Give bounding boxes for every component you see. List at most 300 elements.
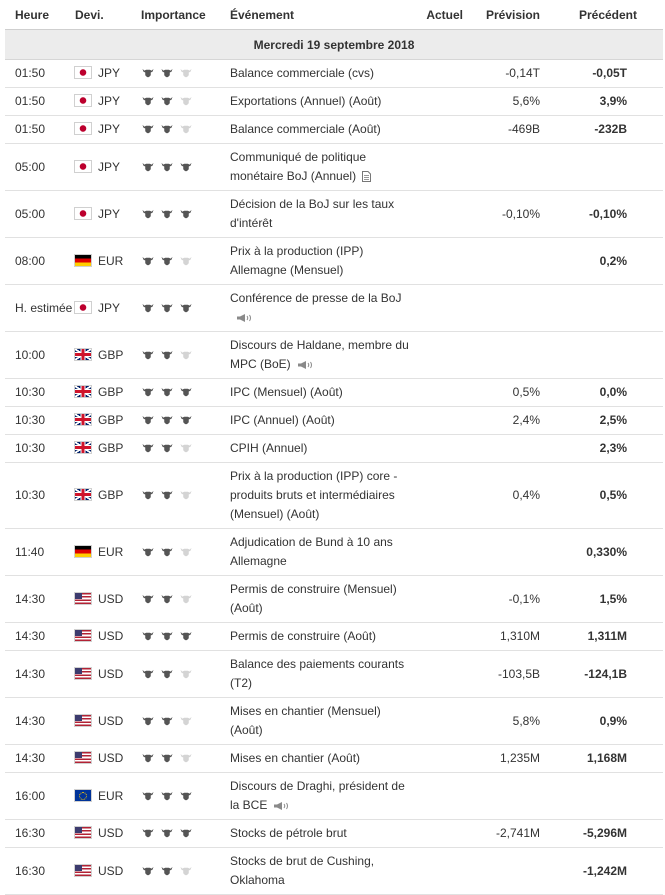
col-previous-header[interactable]: Précédent bbox=[568, 0, 663, 30]
event-forecast: -103,5B bbox=[471, 651, 568, 698]
currency-code: USD bbox=[98, 629, 124, 643]
importance-bull-icon bbox=[160, 790, 174, 801]
event-forecast: 0,5% bbox=[471, 379, 568, 407]
event-title[interactable]: Conférence de presse de la BoJ bbox=[230, 291, 402, 305]
event-currency bbox=[75, 576, 141, 623]
event-title-cell[interactable] bbox=[230, 848, 411, 895]
importance-bull-icon bbox=[141, 414, 155, 425]
event-row[interactable] bbox=[5, 435, 663, 463]
col-actual-header[interactable]: Actuel bbox=[411, 0, 471, 30]
flag-gb-icon bbox=[75, 489, 91, 500]
event-title[interactable]: Permis de construire (Mensuel) (Août) bbox=[230, 582, 397, 615]
event-row[interactable] bbox=[5, 144, 663, 191]
event-previous: 0,0% bbox=[568, 379, 663, 407]
event-title-cell[interactable] bbox=[230, 745, 411, 773]
event-previous bbox=[568, 285, 663, 332]
event-forecast: 5,8% bbox=[471, 698, 568, 745]
event-title[interactable]: Communiqué de politique monétaire BoJ (Annuel) bbox=[230, 150, 367, 183]
currency-code: EUR bbox=[98, 788, 124, 803]
event-title[interactable]: Prix à la production (IPP) Allemagne (Mensuel) bbox=[230, 244, 364, 277]
event-title-cell[interactable] bbox=[230, 463, 411, 529]
event-row[interactable] bbox=[5, 773, 663, 820]
event-forecast bbox=[471, 238, 568, 285]
event-title[interactable]: Décision de la BoJ sur les taux d'intérêt bbox=[230, 197, 395, 230]
event-importance bbox=[141, 623, 230, 651]
col-event-header[interactable]: Événement bbox=[230, 0, 411, 30]
speaker-icon[interactable] bbox=[273, 801, 291, 811]
event-time: 10:30 bbox=[5, 435, 75, 463]
currency-code: JPY bbox=[98, 300, 121, 315]
event-actual bbox=[411, 698, 471, 745]
event-row[interactable] bbox=[5, 285, 663, 332]
event-time: 16:30 bbox=[5, 848, 75, 895]
importance-bull-icon bbox=[179, 827, 193, 838]
importance-bull-icon bbox=[160, 752, 174, 763]
event-previous: 3,9% bbox=[568, 88, 663, 116]
event-row[interactable] bbox=[5, 379, 663, 407]
importance-bull-icon bbox=[179, 442, 193, 453]
event-time: 10:30 bbox=[5, 463, 75, 529]
event-title[interactable]: Adjudication de Bund à 10 ans Allemagne bbox=[230, 535, 393, 568]
event-actual bbox=[411, 848, 471, 895]
speaker-icon[interactable] bbox=[297, 360, 315, 370]
event-previous: 2,3% bbox=[568, 435, 663, 463]
event-title[interactable]: IPC (Mensuel) (Août) bbox=[230, 385, 343, 399]
event-importance bbox=[141, 60, 230, 88]
event-forecast: -2,741M bbox=[471, 820, 568, 848]
event-importance bbox=[141, 435, 230, 463]
event-importance bbox=[141, 88, 230, 116]
event-importance bbox=[141, 191, 230, 238]
event-previous: 0,2% bbox=[568, 238, 663, 285]
importance-bull-icon bbox=[179, 302, 193, 313]
event-row[interactable] bbox=[5, 651, 663, 698]
event-importance bbox=[141, 144, 230, 191]
currency-code: USD bbox=[98, 591, 124, 606]
event-forecast: 0,4% bbox=[471, 463, 568, 529]
importance-bull-icon bbox=[141, 546, 155, 557]
event-actual bbox=[411, 529, 471, 576]
event-time: 05:00 bbox=[5, 144, 75, 191]
flag-gb-icon bbox=[75, 386, 91, 397]
event-row[interactable] bbox=[5, 848, 663, 895]
importance-bull-icon bbox=[141, 630, 155, 641]
importance-bull-icon bbox=[179, 790, 193, 801]
flag-us-icon bbox=[75, 865, 91, 876]
day-row bbox=[5, 30, 663, 60]
event-title-cell[interactable] bbox=[230, 379, 411, 407]
event-title-cell[interactable] bbox=[230, 435, 411, 463]
importance-bull-icon bbox=[179, 123, 193, 134]
importance-bull-icon bbox=[179, 752, 193, 763]
currency-code: USD bbox=[98, 713, 124, 728]
importance-bull-icon bbox=[141, 827, 155, 838]
importance-bull-icon bbox=[141, 593, 155, 604]
event-actual bbox=[411, 745, 471, 773]
calendar-table bbox=[5, 0, 663, 895]
importance-bull-icon bbox=[141, 67, 155, 78]
flag-gb-icon bbox=[75, 349, 91, 360]
event-title[interactable]: Stocks de brut de Cushing, Oklahoma bbox=[230, 854, 375, 887]
flag-de-icon bbox=[75, 255, 91, 266]
event-currency bbox=[75, 698, 141, 745]
event-forecast: 2,4% bbox=[471, 407, 568, 435]
importance-bull-icon bbox=[160, 349, 174, 360]
event-row[interactable] bbox=[5, 576, 663, 623]
importance-bull-icon bbox=[160, 489, 174, 500]
event-title[interactable]: CPIH (Annuel) bbox=[230, 441, 308, 455]
importance-bull-icon bbox=[141, 715, 155, 726]
flag-gb-icon bbox=[75, 414, 91, 425]
currency-code: USD bbox=[98, 863, 124, 878]
flag-us-icon bbox=[75, 630, 91, 641]
importance-bull-icon bbox=[179, 865, 193, 876]
event-actual bbox=[411, 88, 471, 116]
flag-jp-icon bbox=[75, 208, 91, 219]
flag-de-icon bbox=[75, 546, 91, 557]
event-importance bbox=[141, 529, 230, 576]
event-forecast: -0,14T bbox=[471, 60, 568, 88]
event-currency bbox=[75, 435, 141, 463]
event-forecast bbox=[471, 529, 568, 576]
currency-code: JPY bbox=[98, 94, 121, 108]
event-time: 14:30 bbox=[5, 745, 75, 773]
event-row[interactable] bbox=[5, 623, 663, 651]
importance-bull-icon bbox=[179, 95, 193, 106]
currency-code: JPY bbox=[98, 206, 121, 221]
importance-bull-icon bbox=[141, 489, 155, 500]
event-time: 10:30 bbox=[5, 379, 75, 407]
event-currency bbox=[75, 285, 141, 332]
event-title[interactable]: Balance des paiements courants (T2) bbox=[230, 657, 405, 690]
currency-code: JPY bbox=[98, 159, 121, 174]
event-time: 10:30 bbox=[5, 407, 75, 435]
event-previous: 0,330% bbox=[568, 529, 663, 576]
col-time-header[interactable]: Heure bbox=[5, 0, 75, 30]
event-importance bbox=[141, 576, 230, 623]
event-actual bbox=[411, 285, 471, 332]
event-actual bbox=[411, 116, 471, 144]
event-forecast: -0,1% bbox=[471, 576, 568, 623]
event-time: 08:00 bbox=[5, 238, 75, 285]
event-currency bbox=[75, 651, 141, 698]
importance-bull-icon bbox=[141, 255, 155, 266]
event-title-cell[interactable] bbox=[230, 576, 411, 623]
event-title[interactable]: Balance commerciale (cvs) bbox=[230, 66, 375, 80]
event-title[interactable]: Stocks de pétrole brut bbox=[230, 826, 347, 840]
event-previous: -232B bbox=[568, 116, 663, 144]
currency-code: USD bbox=[98, 826, 124, 840]
flag-jp-icon bbox=[75, 161, 91, 172]
importance-bull-icon bbox=[160, 827, 174, 838]
event-title-cell[interactable] bbox=[230, 773, 411, 820]
day-label: Mercredi 19 septembre 2018 bbox=[5, 30, 663, 60]
importance-bull-icon bbox=[160, 123, 174, 134]
event-forecast bbox=[471, 332, 568, 379]
event-row[interactable] bbox=[5, 820, 663, 848]
event-forecast bbox=[471, 285, 568, 332]
importance-bull-icon bbox=[141, 349, 155, 360]
event-forecast: -469B bbox=[471, 116, 568, 144]
flag-jp-icon bbox=[75, 123, 91, 134]
importance-bull-icon bbox=[160, 668, 174, 679]
event-time: 01:50 bbox=[5, 88, 75, 116]
importance-bull-icon bbox=[141, 752, 155, 763]
event-previous: 0,9% bbox=[568, 698, 663, 745]
flag-eu-icon bbox=[75, 790, 91, 801]
event-actual bbox=[411, 60, 471, 88]
currency-code: JPY bbox=[98, 122, 121, 136]
event-actual bbox=[411, 651, 471, 698]
event-title-cell[interactable] bbox=[230, 238, 411, 285]
flag-us-icon bbox=[75, 593, 91, 604]
event-previous bbox=[568, 332, 663, 379]
document-icon[interactable] bbox=[362, 171, 371, 182]
importance-bull-icon bbox=[160, 414, 174, 425]
event-time: 14:30 bbox=[5, 576, 75, 623]
event-previous: 2,5% bbox=[568, 407, 663, 435]
event-title-cell[interactable] bbox=[230, 332, 411, 379]
col-forecast-header[interactable]: Prévision bbox=[471, 0, 568, 30]
event-importance bbox=[141, 773, 230, 820]
importance-bull-icon bbox=[179, 414, 193, 425]
flag-jp-icon bbox=[75, 302, 91, 313]
event-forecast: -0,10% bbox=[471, 191, 568, 238]
event-row[interactable] bbox=[5, 463, 663, 529]
importance-bull-icon bbox=[141, 95, 155, 106]
importance-bull-icon bbox=[160, 865, 174, 876]
event-actual bbox=[411, 576, 471, 623]
event-importance bbox=[141, 848, 230, 895]
importance-bull-icon bbox=[179, 668, 193, 679]
event-title[interactable]: Mises en chantier (Mensuel) (Août) bbox=[230, 704, 381, 737]
importance-bull-icon bbox=[160, 161, 174, 172]
event-actual bbox=[411, 379, 471, 407]
event-previous: -124,1B bbox=[568, 651, 663, 698]
event-currency bbox=[75, 60, 141, 88]
event-row[interactable] bbox=[5, 745, 663, 773]
event-currency bbox=[75, 238, 141, 285]
event-previous: -0,05T bbox=[568, 60, 663, 88]
event-importance bbox=[141, 820, 230, 848]
event-title-cell[interactable] bbox=[230, 651, 411, 698]
event-currency bbox=[75, 623, 141, 651]
currency-code: GBP bbox=[98, 413, 124, 427]
event-title[interactable]: Mises en chantier (Août) bbox=[230, 751, 361, 765]
event-currency bbox=[75, 848, 141, 895]
importance-bull-icon bbox=[141, 386, 155, 397]
event-title-cell[interactable] bbox=[230, 144, 411, 191]
event-actual bbox=[411, 191, 471, 238]
event-forecast: 1,310M bbox=[471, 623, 568, 651]
flag-us-icon bbox=[75, 827, 91, 838]
event-time: H. estimée bbox=[5, 285, 75, 332]
event-importance bbox=[141, 116, 230, 144]
event-title-cell[interactable] bbox=[230, 116, 411, 144]
importance-bull-icon bbox=[141, 123, 155, 134]
event-actual bbox=[411, 332, 471, 379]
importance-bull-icon bbox=[141, 442, 155, 453]
header-row bbox=[5, 0, 663, 30]
event-actual bbox=[411, 238, 471, 285]
event-previous: 1,311M bbox=[568, 623, 663, 651]
event-time: 05:00 bbox=[5, 191, 75, 238]
event-importance bbox=[141, 407, 230, 435]
event-previous: -0,10% bbox=[568, 191, 663, 238]
event-time: 11:40 bbox=[5, 529, 75, 576]
flag-us-icon bbox=[75, 668, 91, 679]
event-currency bbox=[75, 773, 141, 820]
importance-bull-icon bbox=[160, 442, 174, 453]
importance-bull-icon bbox=[179, 208, 193, 219]
importance-bull-icon bbox=[160, 208, 174, 219]
event-forecast: 5,6% bbox=[471, 88, 568, 116]
event-previous: 0,5% bbox=[568, 463, 663, 529]
event-currency bbox=[75, 332, 141, 379]
event-time: 14:30 bbox=[5, 698, 75, 745]
flag-jp-icon bbox=[75, 67, 91, 78]
event-importance bbox=[141, 379, 230, 407]
event-currency bbox=[75, 529, 141, 576]
event-row[interactable] bbox=[5, 191, 663, 238]
importance-bull-icon bbox=[179, 715, 193, 726]
event-row[interactable] bbox=[5, 60, 663, 88]
event-importance bbox=[141, 745, 230, 773]
importance-bull-icon bbox=[160, 630, 174, 641]
event-currency bbox=[75, 88, 141, 116]
event-title[interactable]: Prix à la production (IPP) core - produits bruts et intermédiaires (Mensuel) (Août) bbox=[230, 469, 398, 521]
flag-jp-icon bbox=[75, 95, 91, 106]
importance-bull-icon bbox=[179, 67, 193, 78]
importance-bull-icon bbox=[179, 161, 193, 172]
importance-bull-icon bbox=[160, 255, 174, 266]
event-previous: 1,168M bbox=[568, 745, 663, 773]
event-previous bbox=[568, 144, 663, 191]
event-actual bbox=[411, 435, 471, 463]
event-title[interactable]: Balance commerciale (Août) bbox=[230, 122, 381, 136]
event-title-cell[interactable] bbox=[230, 623, 411, 651]
event-time: 01:50 bbox=[5, 116, 75, 144]
importance-bull-icon bbox=[160, 593, 174, 604]
event-previous bbox=[568, 773, 663, 820]
event-time: 16:00 bbox=[5, 773, 75, 820]
event-importance bbox=[141, 463, 230, 529]
currency-code: JPY bbox=[98, 66, 121, 80]
flag-us-icon bbox=[75, 752, 91, 763]
speaker-icon[interactable] bbox=[236, 313, 254, 323]
event-time: 14:30 bbox=[5, 623, 75, 651]
event-title[interactable]: Permis de construire (Août) bbox=[230, 629, 377, 643]
col-currency-header[interactable]: Devi. bbox=[75, 0, 141, 30]
event-title[interactable]: Exportations (Annuel) (Août) bbox=[230, 94, 382, 108]
event-title-cell[interactable] bbox=[230, 191, 411, 238]
event-title-cell[interactable] bbox=[230, 698, 411, 745]
currency-code: EUR bbox=[98, 253, 124, 268]
event-forecast: 1,235M bbox=[471, 745, 568, 773]
event-currency bbox=[75, 745, 141, 773]
event-actual bbox=[411, 407, 471, 435]
importance-bull-icon bbox=[160, 546, 174, 557]
importance-bull-icon bbox=[141, 161, 155, 172]
currency-code: GBP bbox=[98, 488, 124, 502]
event-forecast bbox=[471, 435, 568, 463]
importance-bull-icon bbox=[141, 865, 155, 876]
currency-code: GBP bbox=[98, 385, 124, 399]
importance-bull-icon bbox=[160, 302, 174, 313]
currency-code: GBP bbox=[98, 441, 124, 455]
flag-gb-icon bbox=[75, 442, 91, 453]
event-time: 14:30 bbox=[5, 651, 75, 698]
event-row[interactable] bbox=[5, 88, 663, 116]
event-title-cell[interactable] bbox=[230, 407, 411, 435]
currency-code: USD bbox=[98, 751, 124, 765]
importance-bull-icon bbox=[141, 208, 155, 219]
event-title-cell[interactable] bbox=[230, 88, 411, 116]
event-currency bbox=[75, 463, 141, 529]
event-row[interactable] bbox=[5, 698, 663, 745]
event-title[interactable]: Discours de Haldane, membre du MPC (BoE) bbox=[230, 338, 409, 371]
event-currency bbox=[75, 379, 141, 407]
event-importance bbox=[141, 698, 230, 745]
importance-bull-icon bbox=[141, 790, 155, 801]
importance-bull-icon bbox=[160, 386, 174, 397]
currency-code: EUR bbox=[98, 544, 124, 559]
event-actual bbox=[411, 463, 471, 529]
event-time: 10:00 bbox=[5, 332, 75, 379]
event-time: 01:50 bbox=[5, 60, 75, 88]
importance-bull-icon bbox=[179, 546, 193, 557]
importance-bull-icon bbox=[179, 593, 193, 604]
importance-bull-icon bbox=[179, 630, 193, 641]
event-title-cell[interactable] bbox=[230, 820, 411, 848]
importance-bull-icon bbox=[179, 489, 193, 500]
event-currency bbox=[75, 191, 141, 238]
event-currency bbox=[75, 144, 141, 191]
currency-code: USD bbox=[98, 666, 124, 681]
event-importance bbox=[141, 651, 230, 698]
importance-bull-icon bbox=[179, 255, 193, 266]
event-title-cell[interactable] bbox=[230, 529, 411, 576]
event-actual bbox=[411, 773, 471, 820]
flag-us-icon bbox=[75, 715, 91, 726]
event-actual bbox=[411, 144, 471, 191]
importance-bull-icon bbox=[179, 349, 193, 360]
event-row[interactable] bbox=[5, 407, 663, 435]
importance-bull-icon bbox=[160, 715, 174, 726]
event-time: 16:30 bbox=[5, 820, 75, 848]
event-actual bbox=[411, 820, 471, 848]
event-title[interactable]: Discours de Draghi, président de la BCE bbox=[230, 779, 405, 812]
event-title[interactable]: IPC (Annuel) (Août) bbox=[230, 413, 335, 427]
event-previous: -1,242M bbox=[568, 848, 663, 895]
importance-bull-icon bbox=[160, 67, 174, 78]
event-row[interactable] bbox=[5, 529, 663, 576]
col-importance-header[interactable]: Importance bbox=[141, 0, 230, 30]
event-title-cell[interactable] bbox=[230, 60, 411, 88]
event-currency bbox=[75, 820, 141, 848]
event-forecast bbox=[471, 773, 568, 820]
event-currency bbox=[75, 116, 141, 144]
importance-bull-icon bbox=[160, 95, 174, 106]
event-row[interactable] bbox=[5, 116, 663, 144]
importance-bull-icon bbox=[141, 302, 155, 313]
economic-calendar bbox=[5, 0, 663, 895]
event-row[interactable] bbox=[5, 238, 663, 285]
event-row[interactable] bbox=[5, 332, 663, 379]
event-title-cell[interactable] bbox=[230, 285, 411, 332]
currency-code: GBP bbox=[98, 347, 124, 362]
event-importance bbox=[141, 238, 230, 285]
